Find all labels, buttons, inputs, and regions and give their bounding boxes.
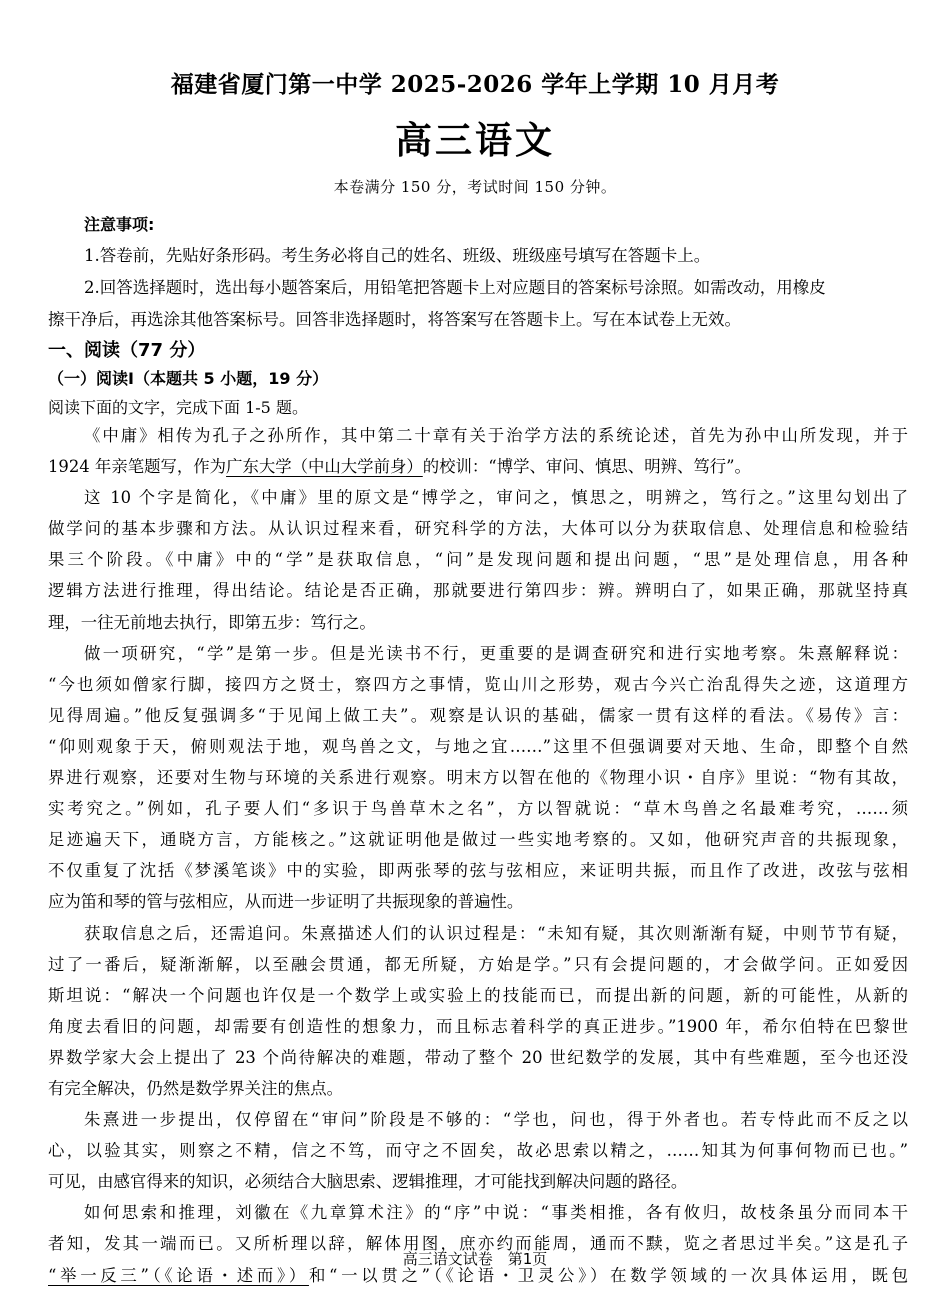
school-title: 福建省厦门第一中学 2025-2026 学年上学期 10 月月考 [170,71,780,98]
passage-text: 和“一以贯之”（《论语・卫灵公》）在数学领域的一次具体运用，既包 [308,1265,908,1285]
instruction: 阅读下面的文字，完成下面 1-5 题。 [48,398,308,417]
passage-line: 界数学家大会上提出了 23 个尚待解决的难题，带动了整个 20 世纪数学的发展，其中有些难题，至今也还没 [48,1047,908,1067]
passage-line: “仰则观象于天，俯则观法于地，观鸟兽之文，与地之宜……”这里不但强调要对天地、生命，即整个自然 [48,736,908,756]
passage-text: 1924 年亲笔题写，作为 [48,457,227,477]
underlined-text: “举一反三”（《论语・述而》） [48,1265,309,1285]
section-heading: 一、阅读（77 分） [48,340,206,361]
passage-line: 获取信息之后，还需追问。朱熹描述人们的认识过程是：“未知有疑，其次则渐渐有疑，中则节节有疑， [84,923,908,943]
passage-line: “今也须如僧家行脚，接四方之贤士，察四方之事情，览山川之形势，观古今兴亡治乱得失之迹，这道理方 [48,674,908,694]
passage-line: 理，一往无前地去执行，即第五步：笃行之。 [48,612,376,632]
passage-line [48,451,908,482]
passage-line: 做学问的基本步骤和方法。从认识过程来看，研究科学的方法，大体可以分为获取信息、处理信息和检验结 [48,519,908,539]
page-footer: 高三语文试卷 第1页 [402,1250,548,1268]
passage-line: 如何思索和推理，刘徽在《九章算术注》的“序”中说：“事类相推，各有攸归，故枝条虽分而同本干 [84,1203,908,1223]
passage-text: 的校训：“博学、审问、慎思、明辨、笃行”。 [422,457,751,477]
notice-heading: 注意事项: [84,215,155,234]
notice-item-2-line-2: 擦干净后，再选涂其他答案标号。回答非选择题时，将答案写在答题卡上。写在本试卷上无效。 [48,310,741,329]
notice-item-2-line-1: 2.回答选择题时，选出每小题答案后，用铅笔把答题卡上对应题目的答案标号涂照。如需改动，用橡皮 [84,278,826,297]
passage-line: 界进行观察，还要对生物与环境的关系进行观察。明末方以智在他的《物理小识・自序》里说：“物有其故， [48,768,908,788]
passage-line: 不仅重复了沈括《梦溪笔谈》中的实验，即两张琴的弦与弦相应，来证明共振，而且作了改进，改弦与弦相 [48,861,908,881]
passage-line: 斯坦说：“解决一个问题也许仅是一个数学上或实验上的技能而已，而提出新的问题，新的可能性，从新的 [48,985,908,1005]
passage-line: 做一项研究，“学”是第一步。但是光读书不行，更重要的是调查研究和进行实地考察。朱熹解释说： [84,643,908,663]
passage-line: 者知，发其一端而已。又所析理以辞，解体用图，庶亦约而能周，通而不黩，览之者思过半矣。”这是孔子 [48,1234,908,1254]
passage-line: 逻辑方法进行推理，得出结论。结论是否正确，那就要进行第四步：辨。辨明白了，如果正确，那就坚持真 [48,581,908,601]
sub-heading: （一）阅读Ⅰ（本题共 5 小题，19 分） [48,369,329,388]
passage-line: 应为笛和琴的管与弦相应，从而进一步证明了共振现象的普遍性。 [48,892,524,912]
notice-list [48,240,908,336]
reading-passage [48,420,908,1291]
passage-line: 实考究之。”例如，孔子要人们“多识于鸟兽草木之名”，方以智就说：“草木鸟兽之名最难考究，……须 [48,799,908,819]
exam-info: 本卷满分 150 分，考试时间 150 分钟。 [333,178,617,196]
passage-line: 这 10 个字是简化，《中庸》里的原文是“博学之，审问之，慎思之，明辨之，笃行之。”这里勾划出了 [84,488,908,508]
notice-item-1: 1.答卷前，先贴好条形码。考生务必将自己的姓名、班级、班级座号填写在答题卡上。 [84,246,711,265]
passage-line: 可见，由感官得来的知识，必须结合大脑思索、逻辑推理，才可能找到解决问题的路径。 [48,1172,688,1192]
passage-line: 过了一番后，疑渐渐解，以至融会贯通，都无所疑，方始是学。”只有会提问题的，才会做学问。正如爱因 [48,954,908,974]
passage-line: 见得周遍。”他反复强调多“于见闻上做工夫”。观察是认识的基础，儒家一贯有这样的看法。《易传》言： [48,705,908,725]
passage-line: 有完全解决，仍然是数学界关注的焦点。 [48,1078,344,1098]
passage-line: 角度去看旧的问题，却需要有创造性的想象力，而且标志着科学的真正进步。”1900 年，希尔伯特在巴黎世 [48,1016,908,1036]
passage-line: 《中庸》相传为孔子之孙所作，其中第二十章有关于治学方法的系统论述，首先为孙中山所发现，并于 [84,426,908,445]
subject-title: 高三语文 [395,118,555,162]
passage-line: 足迹遍天下，通晓方言，方能核之。”这就证明他是做过一些实地考察的。又如，他研究声音的共振现象， [48,830,908,850]
passage-line: 果三个阶段。《中庸》中的“学”是获取信息，“问”是发现问题和提出问题，“思”是处理信息，用各种 [48,550,908,570]
passage-line: 朱熹进一步提出，仅停留在“审问”阶段是不够的：“学也，问也，得于外者也。若专恃此而不反之以 [84,1110,908,1130]
passage-line: 心，以验其实，则察之不精，信之不笃，而守之不固矣，故必思索以精之，……知其为何事何物而已也。” [48,1141,908,1161]
underlined-text: 广东大学（中山大学前身） [226,457,423,477]
